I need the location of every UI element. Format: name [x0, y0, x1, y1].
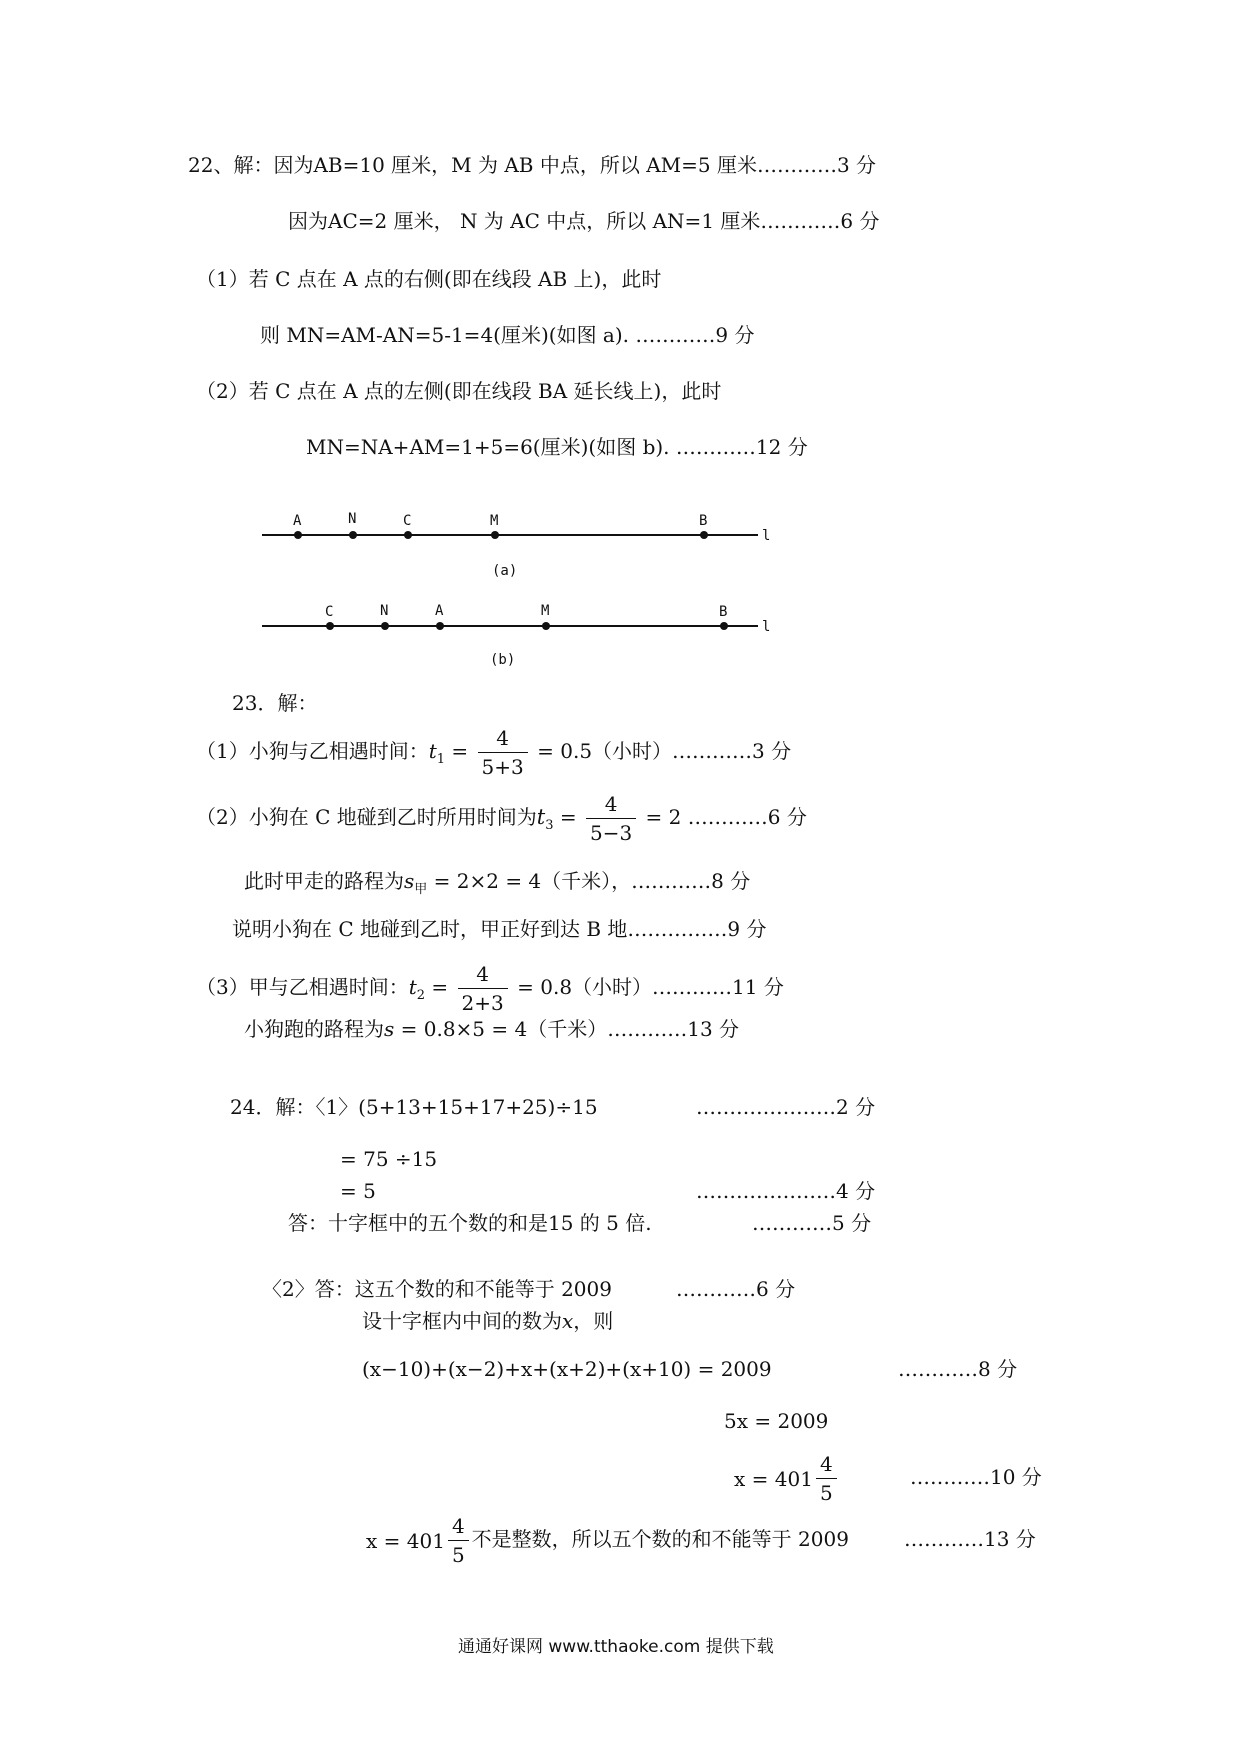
p24-line9-score: …………10 分: [910, 1465, 1042, 1489]
p24-l10-pre: x = 401: [366, 1528, 445, 1553]
p23-l1-num: 4: [496, 726, 510, 750]
point-b-A: [436, 622, 444, 630]
p23-l1-eq: =: [451, 739, 469, 763]
p24-l9-num: 4: [819, 1452, 833, 1476]
caption-b: (b): [490, 652, 516, 668]
p23-line3: [244, 868, 750, 903]
p24-l10-post: 不是整数，所以五个数的和不能等于 2009: [471, 1527, 849, 1551]
point-b-B: [720, 622, 728, 630]
point-a-B: [700, 531, 708, 539]
label-a-l: l: [762, 528, 771, 544]
point-b-M: [542, 622, 550, 630]
caption-a: (a): [492, 563, 518, 579]
p23-l6-s: s: [384, 1017, 395, 1041]
p24-line1: 24．解：〈1〉(5+13+15+17+25)÷15: [230, 1095, 598, 1119]
p24-line10: [366, 1512, 849, 1569]
p23-line6: [244, 1016, 739, 1042]
p23-line5: [196, 960, 784, 1017]
label-b-B: B: [719, 604, 728, 620]
figure-a: [250, 505, 790, 585]
point-b-N: [381, 622, 389, 630]
label-a-M: M: [490, 513, 499, 529]
p22-line2: 因为AC=2 厘米， N 为 AC 中点，所以 AN=1 厘米…………6 分: [288, 209, 880, 233]
p23-l3-pre: 此时甲走的路程为: [244, 869, 404, 893]
point-a-N: [349, 531, 357, 539]
p23-s: s: [404, 869, 415, 893]
footer-credit: 通通好课网 www.tthaoke.com 提供下载: [458, 1637, 774, 1657]
point-a-A: [294, 531, 302, 539]
p23-l2-eq: =: [559, 805, 577, 829]
p24-line4-score: …………5 分: [752, 1211, 872, 1235]
p24-line7-score: …………8 分: [898, 1357, 1018, 1381]
p23-l6-pre: 小狗跑的路程为: [244, 1017, 384, 1041]
label-b-N: N: [380, 603, 389, 619]
p24-l6-pre: 设十字框内中间的数为: [362, 1309, 562, 1333]
label-a-C: C: [403, 513, 412, 529]
p23-l5-eq: =: [431, 975, 449, 999]
p23-t1: t: [428, 739, 437, 763]
p23-head: 23．解：: [232, 691, 318, 715]
p24-line8: 5x = 2009: [724, 1409, 829, 1433]
p23-line1: [196, 724, 791, 781]
p24-line2: = 75 ÷15: [340, 1147, 438, 1171]
p23-l5-pre: （3）甲与乙相遇时间：: [196, 975, 409, 999]
point-b-C: [326, 622, 334, 630]
label-a-A: A: [293, 513, 302, 529]
p24-line5-score: …………6 分: [676, 1277, 796, 1301]
p23-l2-num: 4: [604, 792, 618, 816]
p24-l6-x: x: [562, 1309, 574, 1333]
p23-l2-post: = 2 …………6 分: [645, 805, 807, 829]
p24-line7: (x−10)+(x−2)+x+(x+2)+(x+10) = 2009: [362, 1357, 772, 1381]
p23-t3: t: [536, 805, 546, 829]
p23-l2-den: 5−3: [586, 818, 636, 847]
p24-l9-mixed: [734, 1450, 840, 1507]
p23-l1-den: 5+3: [478, 752, 528, 781]
label-b-C: C: [325, 604, 334, 620]
p24-l10-fraction: [448, 1512, 469, 1569]
p24-l9-fraction: [816, 1450, 837, 1507]
p23-t1-sub: 1: [436, 752, 446, 767]
p24-l10-den: 5: [448, 1540, 469, 1569]
p24-line4: 答：十字框中的五个数的和是15 的 5 倍.: [288, 1211, 652, 1235]
p22-line6: MN=NA+AM=1+5=6(厘米)(如图 b). …………12 分: [306, 435, 808, 459]
p23-l5-post: = 0.8（小时）…………11 分: [517, 975, 784, 999]
label-a-N: N: [348, 511, 357, 527]
p23-t3-sub: 3: [545, 818, 554, 833]
p24-line3: = 5: [340, 1179, 376, 1203]
p23-l3-post: = 2×2 = 4（千米），…………8 分: [433, 869, 751, 893]
label-b-A: A: [435, 603, 444, 619]
p23-l2-fraction: [586, 790, 636, 847]
p24-line6: [362, 1308, 613, 1334]
label-a-B: B: [699, 513, 708, 529]
p23-t2-sub: 2: [416, 988, 426, 1003]
label-b-M: M: [541, 603, 550, 619]
p24-l9-pre: x = 401: [734, 1466, 813, 1491]
p22-line4: 则 MN=AM-AN=5-1=4(厘米)(如图 a). …………9 分: [260, 323, 755, 347]
p24-l9-den: 5: [816, 1478, 837, 1507]
p24-line9: [734, 1450, 840, 1507]
p24-line3-score: …………………4 分: [696, 1179, 876, 1203]
p23-l5-num: 4: [476, 962, 490, 986]
p23-l2-pre: （2）小狗在 C 地碰到乙时所用时间为: [196, 805, 537, 829]
p22-line3: （1）若 C 点在 A 点的右侧(即在线段 AB 上)，此时: [196, 267, 662, 291]
p22-line5: （2）若 C 点在 A 点的左侧(即在线段 BA 延长线上)，此时: [196, 379, 722, 403]
point-a-C: [404, 531, 412, 539]
label-b-l: l: [762, 619, 771, 635]
p24-line5: 〈2〉答：这五个数的和不能等于 2009: [262, 1277, 612, 1301]
p23-l5-den: 2+3: [458, 988, 508, 1017]
figure-b: [250, 598, 790, 676]
p24-l10-num: 4: [451, 1514, 465, 1538]
p24-l10-mixed: [366, 1512, 472, 1569]
p23-l1-post: = 0.5（小时）…………3 分: [537, 739, 792, 763]
p23-line4: 说明小狗在 C 地碰到乙时，甲正好到达 B 地……………9 分: [232, 917, 767, 941]
p23-l6-post: = 0.8×5 = 4（千米）…………13 分: [400, 1017, 740, 1041]
p23-l1-fraction: [478, 724, 528, 781]
p23-l5-fraction: [458, 960, 508, 1017]
p24-l6-post: ，则: [573, 1309, 614, 1333]
p23-line2: [196, 790, 807, 847]
p23-s-sub: 甲: [414, 882, 428, 897]
p23-l1-pre: （1）小狗与乙相遇时间：: [196, 739, 429, 763]
point-a-M: [491, 531, 499, 539]
p24-line1-score: …………………2 分: [696, 1095, 876, 1119]
p24-line10-score: …………13 分: [904, 1527, 1036, 1551]
p23-t2: t: [408, 975, 417, 999]
p22-line1: 22、解：因为AB=10 厘米，M 为 AB 中点，所以 AM=5 厘米…………3 分: [188, 153, 877, 177]
